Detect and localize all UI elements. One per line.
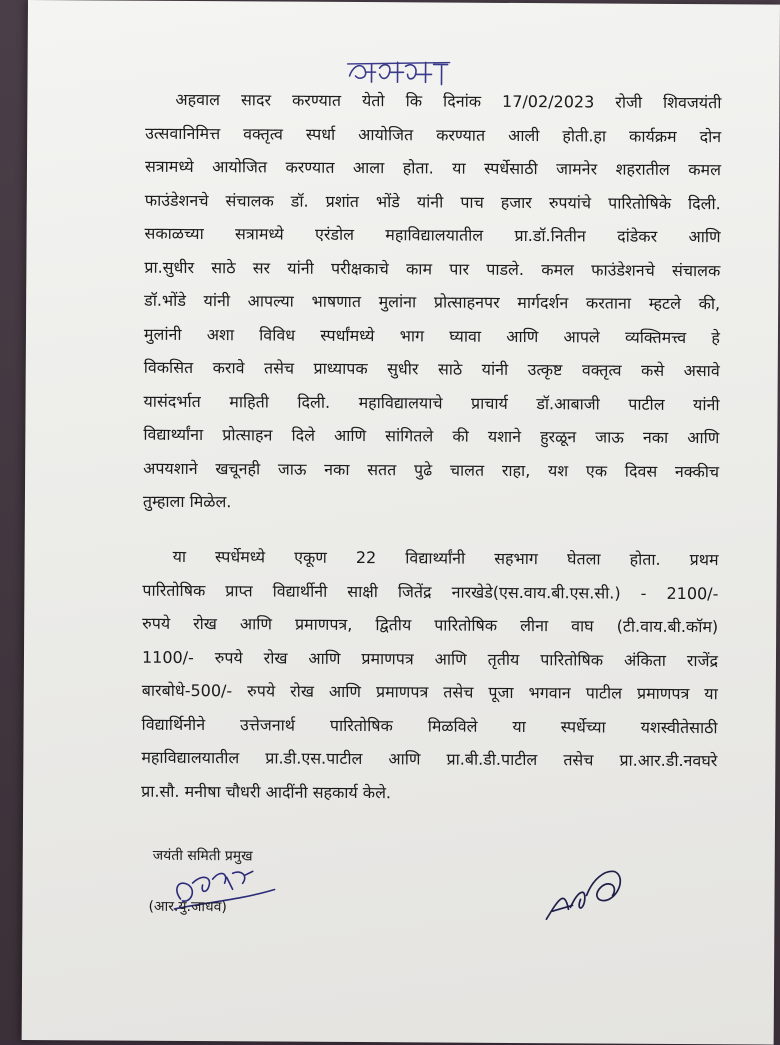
text-line: फाउंडेशनचे संचालक डॉ. प्रशांत भोंडे यांनी पाच हजार रुपयांचे पारितोषिके दिली. xyxy=(144,190,721,213)
text-line: या स्पर्धेमध्ये एकूण 22 विद्यार्थ्यांनी सहभाग घेतला होता. प्रथम xyxy=(172,546,719,570)
text-line: प्रा.सुधीर साठे सर यांनी परीक्षकाचे काम पार पाडले. कमल फाउंडेशनचे संचालक xyxy=(144,257,721,280)
text-line: रुपये रोख आणि प्रमाणपत्र, द्वितीय पारितोषिक लीना वाघ (टी.वाय.बी.कॉम) xyxy=(142,613,719,637)
handwritten-signature-right xyxy=(538,849,628,930)
text-line: विद्यार्थिनीने उत्तेजनार्थ पारितोषिक मिळविले या स्पर्धेच्या यशस्वीतेसाठी xyxy=(141,714,718,737)
text-line: महाविद्यालयातील प्रा.डी.एस.पाटील आणि प्रा.बी.डी.पाटील तसेच प्रा.आर.डी.नवघरे xyxy=(141,747,718,771)
text-line: अपयशाने खचूनही जाऊ नका सतत पुढे चालत राहा, यश एक दिवस नक्कीच xyxy=(143,458,720,481)
text-line: तुम्हाला मिळेल. xyxy=(142,491,232,512)
text-line: सकाळच्या सत्रामध्ये एरंडोल महाविद्यालयातील प्रा.डॉ.नितीन दांडेकर आणि xyxy=(144,223,721,247)
text-line: यासंदर्भात माहिती दिली. महाविद्यालयाचे प्राचार्य डॉ.आबाजी पाटील यांनी xyxy=(143,391,720,414)
text-line: विद्यार्थ्यांना प्रोत्साहन दिले आणि सांगितले की यशाने हुरळून जाऊ नका आणि xyxy=(143,424,720,448)
text-line: बारबोधे-500/- रुपये रोख आणि प्रमाणपत्र तसेच पूजा भगवान पाटील प्रमाणपत्र या xyxy=(141,680,718,704)
report-paragraph-1 xyxy=(143,83,722,522)
text-line: उत्सवानिमित्त वक्तृत्व स्पर्धा आयोजित करण्यात आली होती.हा कार्यक्रम दोन xyxy=(145,123,722,146)
signoff-title: जयंती समिती प्रमुख xyxy=(152,847,253,865)
text-line: डॉ.भोंडे यांनी आपल्या भाषणात मुलांना प्रोत्साहनपर मार्गदर्शन करताना म्हटले की, xyxy=(144,290,721,314)
text-line: पारितोषिक प्राप्त विद्यार्थीनी साक्षी जितेंद्र नारखेडे(एस.वाय.बी.एस.सी.) - 2100/- xyxy=(142,580,719,603)
text-line: सत्रामध्ये आयोजित करण्यात आला होता. या स्पर्धेसाठी जामनेर शहरातील कमल xyxy=(144,156,722,180)
text-line: अहवाल सादर करण्यात येतो कि दिनांक 17/02/2023 रोजी शिवजयंती xyxy=(175,89,722,113)
text-line: विकसित करावे तसेच प्राध्यापक सुधीर साठे यांनी उत्कृष्ट वक्तृत्व कसे असावे xyxy=(143,357,720,381)
text-line: प्रा.सौ. मनीषा चौधरी आदींनी सहकार्य केले. xyxy=(141,781,392,802)
document-page xyxy=(22,0,780,1045)
report-paragraph-2 xyxy=(141,540,719,812)
signoff-name: (आर.यु.जाधव) xyxy=(148,898,227,916)
text-line: मुलांनी अशा विविध स्पर्धांमध्ये भाग घ्यावा आणि आपले व्यक्तिमत्त्व हे xyxy=(143,324,721,347)
text-line: 1100/- रुपये रोख आणि प्रमाणपत्र आणि तृतीय पारितोषिक अंकिता राजेंद्र xyxy=(141,647,719,670)
